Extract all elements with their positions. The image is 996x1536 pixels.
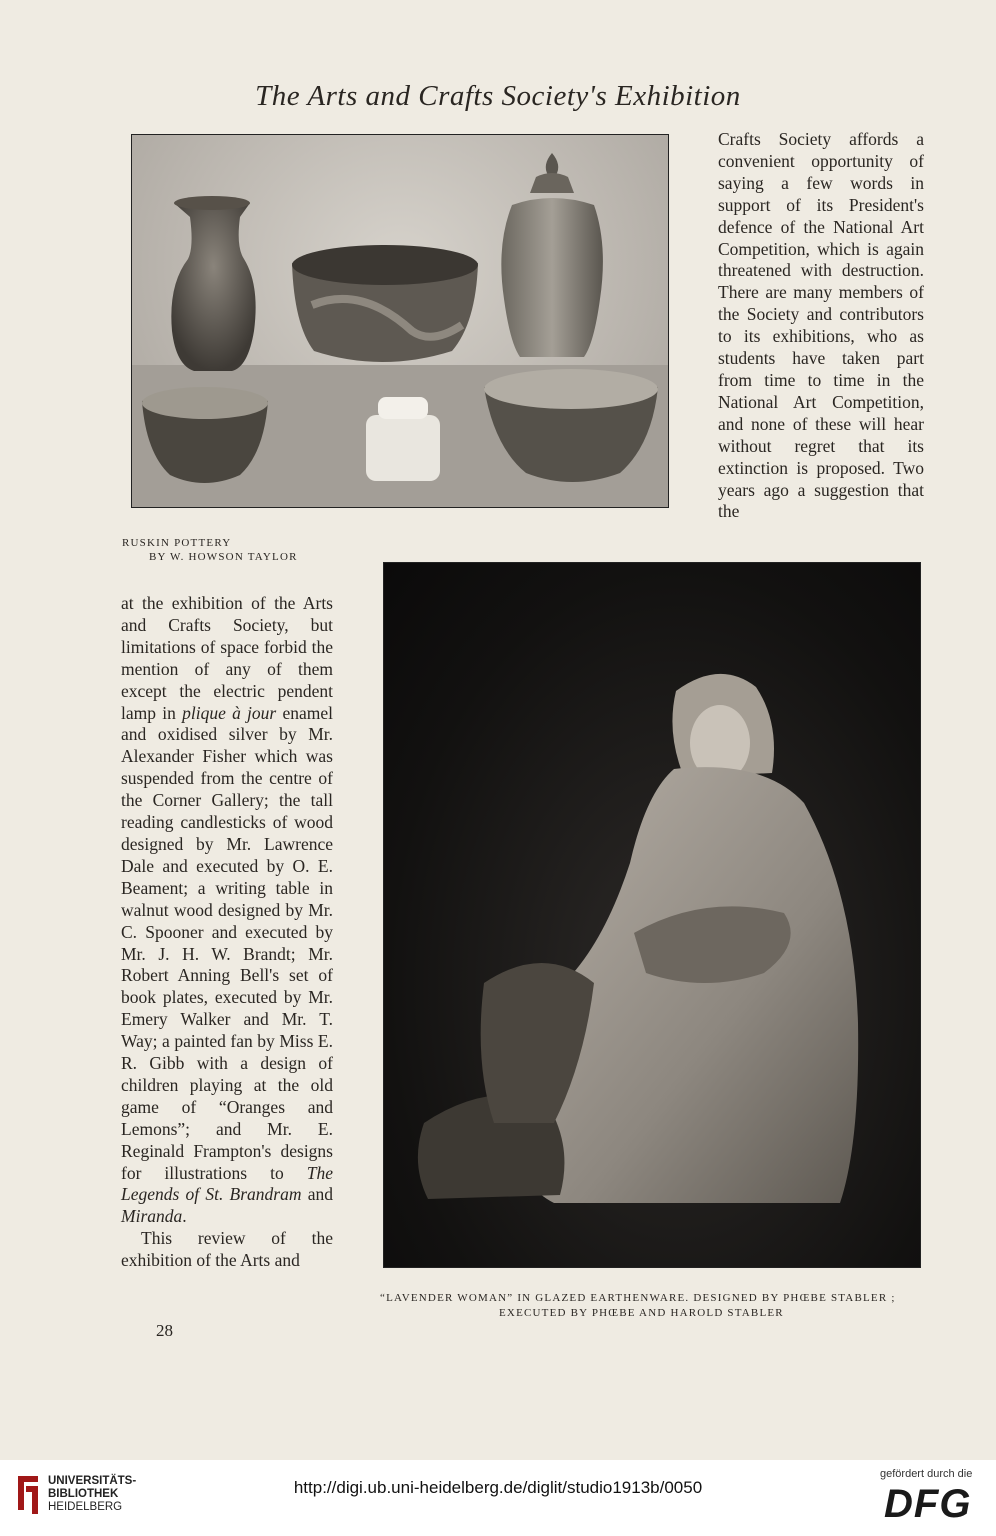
digitization-footer: [0, 1460, 996, 1536]
left-text-end: .: [182, 1206, 187, 1227]
figurine: [418, 674, 858, 1203]
left-paragraph-1: [121, 593, 333, 1228]
library-name-line3: HEIDELBERG: [48, 1501, 123, 1513]
right-column-text: Crafts Society affords a convenient opportunity of saying a few words in support of its President's defence of the National Art Competition, which is again threatened with destruction. There are many members of the Society and contributors to its exhibitions, who as students have taken part from time to time in the National Art Competition, and none of these will hear without regret that its extinction is proposed. Two years ago a suggestion that the: [718, 129, 924, 522]
library-name-line1: UNIVERSITÄTS-: [48, 1475, 137, 1487]
large-bowl: [292, 245, 478, 362]
page-header-title: The Arts and Crafts Society's Exhibition: [255, 80, 741, 112]
ruskin-caption-line2: BY W. HOWSON TAYLOR: [149, 551, 298, 563]
italic-plique-a-jour: plique à jour: [182, 702, 277, 723]
ruskin-pottery-photo: [131, 134, 669, 508]
source-url-link[interactable]: http://digi.ub.uni-heidelberg.de/diglit/studio1913b/0050: [293, 1478, 703, 1497]
left-text-middle: enamel and oxidised silver by Mr. Alexander Fisher which was suspended from the centre of the Corner Gallery; the tall reading candlesticks of wood designed by Mr. Lawrence Dale and executed by O. E. Beament; a writing table in walnut wood designed by Mr. C. Spooner and executed by Mr. J. H. W. Brandt; Mr. Robert Anning Bell's set of book plates, executed by Mr. Emery Walker and Mr. T. Way; a painted fan by Miss E. R. Gibb with a design of children playing at the old game of “Oranges and Lemons”; and Mr. E. Reginald Frampton's designs for illustrations to: [121, 702, 333, 1183]
mottled-vase: [171, 196, 255, 371]
italic-miranda-title: Miranda: [121, 1206, 183, 1227]
italic-legends-title: The Legends of St. Brandram: [121, 1162, 333, 1205]
ruskin-caption-line1: RUSKIN POTTERY: [122, 537, 232, 549]
library-name-line2: BIBLIOTHEK: [48, 1488, 119, 1500]
lavender-caption-line2: EXECUTED BY PHŒBE AND HAROLD STABLER: [499, 1307, 784, 1319]
figurine-illustration: [384, 563, 920, 1267]
left-column-text: [121, 593, 333, 1272]
pottery-illustration: [132, 135, 668, 507]
funded-by-label: gefördert durch die: [880, 1468, 973, 1480]
left-text-and: and: [301, 1184, 333, 1205]
covered-jar: [501, 153, 603, 357]
left-text-start: at the exhibition of the Arts and Crafts Society, but limitations of space forbid the mention of any of them except the electric pendent lamp in: [121, 593, 333, 723]
dfg-logo: DFG: [884, 1482, 972, 1526]
lavender-woman-photo: [383, 562, 921, 1268]
left-paragraph-2: This review of the exhibition of the Arts and: [121, 1228, 333, 1271]
lavender-caption-line1: “LAVENDER WOMAN” IN GLAZED EARTHENWARE. DESIGNED BY PHŒBE STABLER ;: [380, 1292, 896, 1304]
page-number: 28: [156, 1321, 173, 1340]
